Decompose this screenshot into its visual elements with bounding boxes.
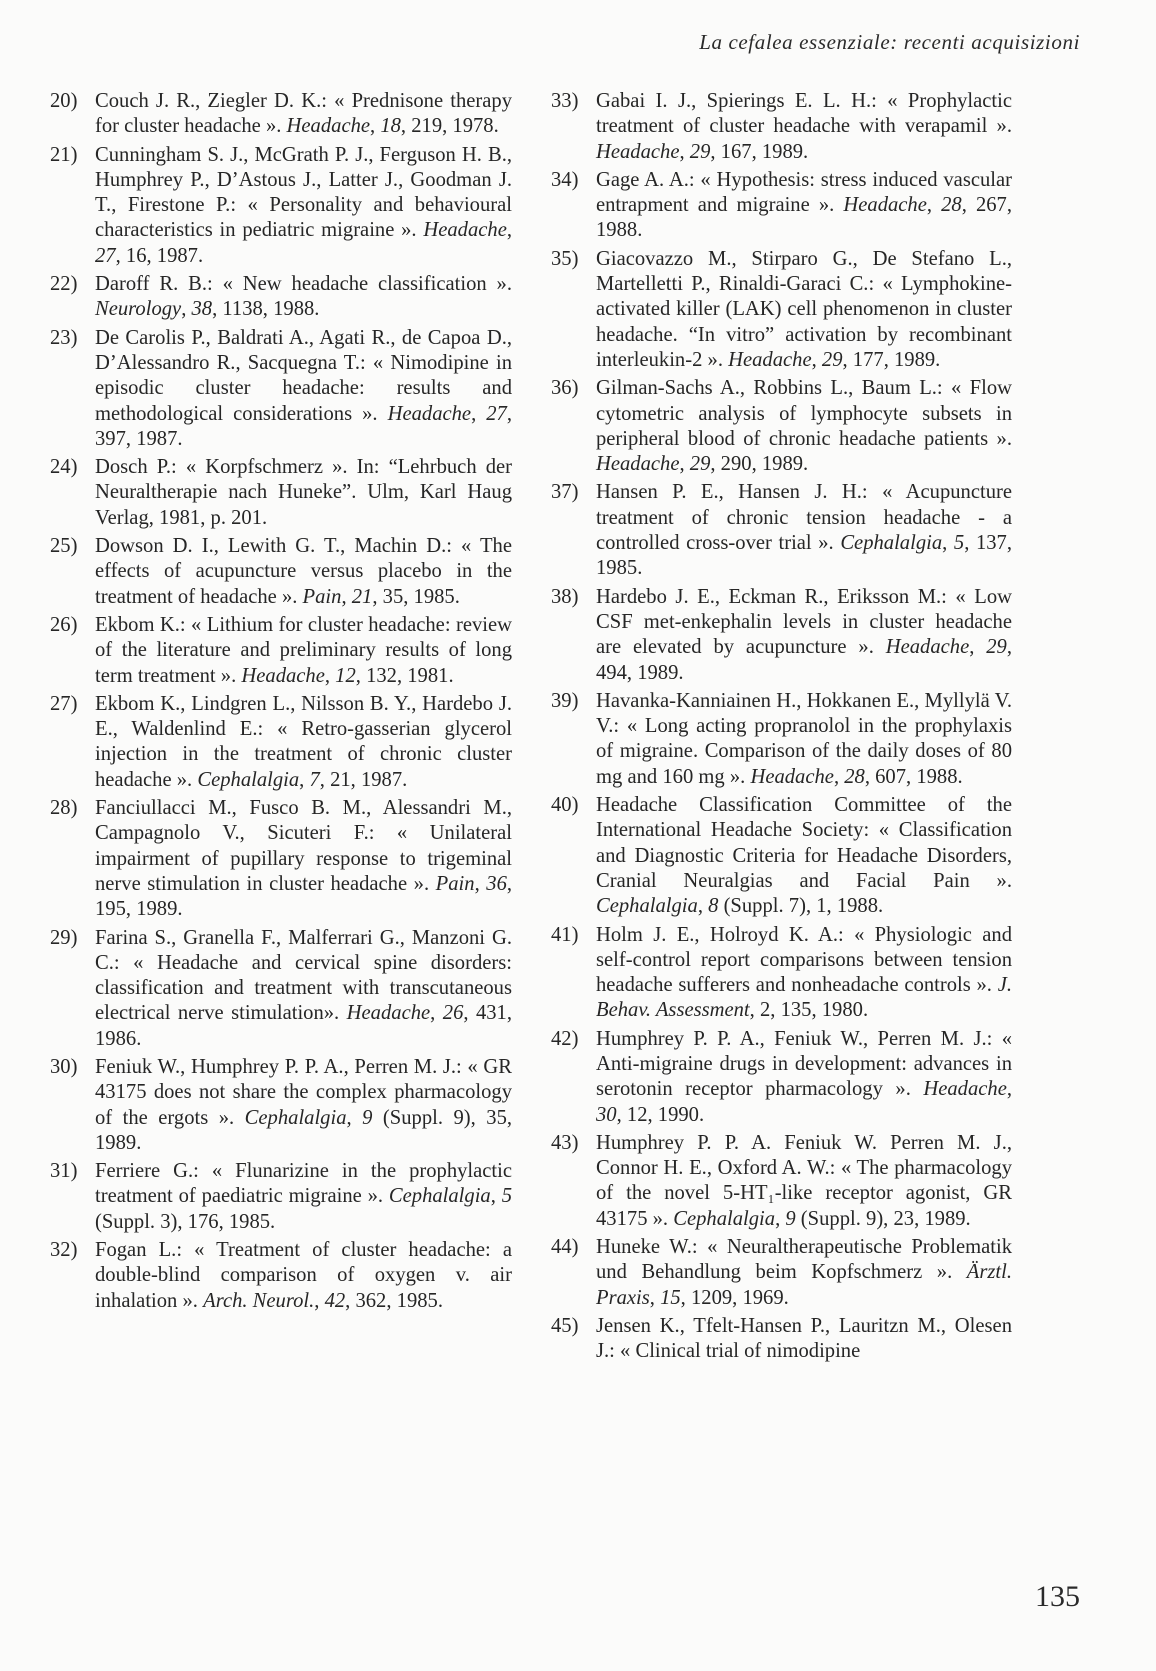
reference-number: 36) bbox=[551, 377, 579, 400]
reference-text: Fogan L.: « Treatment of cluster headache: a double-blind comparison of oxygen v. air inhalation ». Arch. Neurol., 42, 362, 1985. bbox=[95, 1239, 512, 1312]
reference-entry bbox=[50, 926, 512, 1052]
reference-pages-year: , 431, 1986. bbox=[95, 1002, 513, 1050]
reference-journal: Arch. Neurol. bbox=[203, 1289, 315, 1312]
reference-authors-title: Fogan L.: « Treatment of cluster headache: a double-blind comparison of oxygen v. air inhalation ». bbox=[95, 1239, 512, 1312]
reference-number: 30) bbox=[50, 1055, 78, 1078]
reference-number: 25) bbox=[50, 535, 78, 558]
reference-pages-year: , 16, 1987. bbox=[115, 244, 204, 267]
reference-pages-year: , 195, 1989. bbox=[95, 872, 513, 921]
reference-authors-title: Gage A. A.: « Hypothesis: stress induced vascular entrapment and migraine ». bbox=[596, 168, 1012, 217]
reference-volume: 29 bbox=[689, 453, 711, 476]
reference-authors-title: De Carolis P., Baldrati A., Agati R., de Capoa D., D’Alessandro R., Sacquegna T.: « Nimodipine in episodic cluster headache: results and methodological considerations ». bbox=[95, 326, 512, 425]
reference-pages-year: (Suppl. 7), 1, 1988. bbox=[718, 895, 884, 918]
reference-journal: Headache bbox=[423, 219, 507, 242]
reference-journal: Cephalalgia bbox=[596, 895, 698, 918]
reference-entry bbox=[551, 793, 1012, 919]
reference-number: 33) bbox=[551, 90, 579, 112]
reference-volume: 28 bbox=[844, 765, 865, 788]
reference-authors-title: Holm J. E., Holroyd K. A.: « Physiologic and self-control report comparisons between tension headache sufferers and nonheadache controls ». bbox=[596, 923, 1012, 997]
reference-journal: Pain bbox=[302, 585, 342, 608]
reference-volume: 21 bbox=[351, 585, 373, 608]
reference-volume: 15 bbox=[660, 1286, 681, 1309]
reference-journal: Cephalalgia bbox=[840, 532, 943, 555]
reference-authors-title: Gilman-Sachs A., Robbins L., Baum L.: « Flow cytometric analysis of lymphocyte subsets in peripheral blood of chronic headache patients ». bbox=[596, 377, 1012, 450]
reference-journal: Ärztl. Praxis bbox=[596, 1261, 1012, 1309]
reference-pages-year: , 1138, 1988. bbox=[212, 298, 320, 321]
reference-journal: Neurology bbox=[95, 298, 182, 321]
reference-entry bbox=[50, 534, 512, 610]
reference-pages-year: , 167, 1989. bbox=[710, 140, 809, 163]
reference-text: Hansen P. E., Hansen J. H.: « Acupuncture treatment of chronic tension headache - a controlled cross-over trial ». Cephalalgia, 5, 137, 1985. bbox=[596, 481, 1012, 580]
reference-text: Humphrey P. P. A., Feniuk W., Perren M. J.: « Anti-migraine drugs in development: advances in serotonin receptor pharmacology ». Headache, 30, 12, 1990. bbox=[596, 1027, 1012, 1126]
reference-journal: Cephalalgia bbox=[244, 1106, 347, 1129]
reference-entry bbox=[551, 168, 1012, 244]
reference-pages-year: , 12, 1990. bbox=[616, 1103, 705, 1126]
reference-text: Havanka-Kanniainen H., Hokkanen E., Myllylä V. V.: « Long acting propranolol in the prophylaxis of migraine. Comparison of the daily doses of 80 mg and 160 mg ». Headache, 28, 607, 1988. bbox=[596, 689, 1012, 788]
reference-authors-title: Couch J. R., Ziegler D. K.: « Prednisone therapy for cluster headache ». bbox=[95, 90, 512, 138]
reference-volume: 42 bbox=[324, 1289, 346, 1312]
reference-entry bbox=[50, 1159, 512, 1235]
reference-entry bbox=[50, 613, 512, 689]
reference-pages-year: , 132, 1981. bbox=[355, 664, 454, 687]
reference-authors-title: Cunningham S. J., McGrath P. J., Ferguson H. B., Humphrey P., D’Astous J., Latter J., Goodman J. T., Firestone P.: « Personality and behavioural characteristics in pediatric migraine ». bbox=[95, 143, 512, 242]
reference-journal: Headache bbox=[885, 636, 970, 659]
reference-entry bbox=[551, 1027, 1012, 1128]
reference-authors-title: Headache Classification Committee of the International Headache Society: « Classification and Diagnostic Criteria for Headache Disorders, Cranial Neuralgias and Facial Pain ». bbox=[596, 794, 1012, 892]
reference-number: 32) bbox=[50, 1239, 78, 1262]
reference-entry bbox=[551, 376, 1012, 477]
reference-entry bbox=[551, 585, 1012, 686]
reference-entry bbox=[551, 480, 1012, 581]
reference-number: 21) bbox=[50, 143, 78, 166]
references-column-left bbox=[50, 89, 512, 1317]
reference-pages-year: (Suppl. 9), 35, 1989. bbox=[95, 1106, 513, 1154]
reference-authors-title: Gabai I. J., Spierings E. L. H.: « Prophylactic treatment of cluster headache with verapamil ». bbox=[596, 90, 1012, 138]
reference-volume: 36 bbox=[486, 872, 507, 895]
reference-entry bbox=[50, 272, 512, 323]
reference-text bbox=[95, 455, 512, 531]
reference-text: Daroff R. B.: « New headache classification ». Neurology, 38, 1138, 1988. bbox=[95, 273, 512, 321]
reference-journal: Headache bbox=[750, 765, 834, 788]
reference-text bbox=[596, 923, 1012, 1024]
reference-text: Gabai I. J., Spierings E. L. H.: « Prophylactic treatment of cluster headache with verapamil ». Headache, 29, 167, 1989. bbox=[596, 90, 1012, 163]
reference-authors-title: Humphrey P. P. A., Feniuk W., Perren M. J.: « Anti-migraine drugs in development: advances in serotonin receptor pharmacology ». bbox=[596, 1027, 1012, 1101]
reference-pages-year: (Suppl. 3), 176, 1985. bbox=[95, 1210, 276, 1233]
reference-entry bbox=[50, 1238, 512, 1314]
reference-authors-title: Dosch P.: « Korpfschmerz ». In: “Lehrbuch der Neuraltherapie nach Huneke”. Ulm, Karl Haug Verlag, 1981, p. 201. bbox=[95, 456, 512, 529]
reference-pages-year: , 177, 1989. bbox=[842, 348, 941, 371]
reference-journal: Headache bbox=[241, 664, 325, 687]
reference-authors-title: Hansen P. E., Hansen J. H.: « Acupuncture treatment of chronic tension headache - a controlled cross-over trial ». bbox=[596, 481, 1012, 555]
reference-number: 27) bbox=[50, 692, 78, 715]
reference-entry bbox=[50, 143, 512, 269]
reference-entry bbox=[551, 247, 1012, 373]
reference-number: 41) bbox=[551, 923, 579, 946]
reference-number: 44) bbox=[551, 1236, 579, 1259]
reference-entry bbox=[50, 455, 512, 531]
reference-pages-year: , 21, 1987. bbox=[319, 768, 408, 791]
reference-number: 34) bbox=[551, 168, 579, 191]
reference-authors-title: Farina S., Granella F., Malferrari G., Manzoni G. C.: « Headache and cervical spine disorders: classification and treatment with transcutaneous electrical nerve stimulation». bbox=[95, 926, 512, 1025]
reference-pages-year: , 267, 1988. bbox=[596, 194, 1012, 242]
reference-journal: J. Behav. Assessment bbox=[596, 974, 1012, 1022]
reference-journal: Headache bbox=[346, 1002, 431, 1025]
reference-journal: Cephalalgia bbox=[673, 1207, 776, 1230]
reference-number: 45) bbox=[551, 1314, 579, 1337]
reference-journal: Headache bbox=[728, 348, 812, 371]
reference-volume: 29 bbox=[821, 348, 843, 371]
page-number: 135 bbox=[1035, 1580, 1080, 1613]
reference-volume: 30 bbox=[596, 1103, 617, 1126]
reference-journal: Headache bbox=[387, 402, 472, 425]
reference-text: Dowson D. I., Lewith G. T., Machin D.: « The effects of acupuncture versus placebo in the treatment of headache ». Pain, 21, 35, 1985. bbox=[95, 535, 512, 608]
reference-volume: 26 bbox=[442, 1002, 464, 1025]
reference-authors-title: Ekbom K.: « Lithium for cluster headache: review of the literature and preliminary results of long term treatment ». bbox=[95, 613, 512, 687]
reference-pages-year: , 35, 1985. bbox=[372, 585, 460, 608]
reference-volume: 7 bbox=[309, 768, 320, 791]
reference-authors-title: Dowson D. I., Lewith G. T., Machin D.: « The effects of acupuncture versus placebo in the treatment of headache ». bbox=[95, 535, 512, 608]
running-title: La cefalea essenziale: recenti acquisizioni bbox=[699, 30, 1080, 54]
reference-number: 38) bbox=[551, 585, 579, 608]
reference-number: 28) bbox=[50, 797, 78, 820]
reference-text: Cunningham S. J., McGrath P. J., Ferguson H. B., Humphrey P., D’Astous J., Latter J., Goodman J. T., Firestone P.: « Personality and behavioural characteristics in pediatric migraine ». Headache, 27, 16, 1987. bbox=[95, 143, 512, 267]
reference-text: De Carolis P., Baldrati A., Agati R., de Capoa D., D’Alessandro R., Sacquegna T.: « Nimodipine in episodic cluster headache: results and methodological considerations ». Headache, 27, 397, 1987. bbox=[95, 326, 512, 450]
reference-authors-title: Humphrey P. P. A. Feniuk W. Perren M. J., Connor H. E., Oxford A. W.: « The pharmacology of the novel 5-HT₁-like receptor agonist, GR 43175 ». bbox=[596, 1131, 1012, 1230]
reference-authors-title: Huneke W.: « Neuraltherapeutische Problematik und Behandlung beim Kopfschmerz ». bbox=[596, 1236, 1012, 1284]
reference-text: Fanciullacci M., Fusco B. M., Alessandri M., Campagnolo V., Sicuteri F.: « Unilateral impairment of pupillary response to trigeminal nerve stimulation in cluster headache ». Pain, 36, 195, 1989. bbox=[95, 797, 513, 921]
reference-number: 23) bbox=[50, 326, 78, 349]
reference-number: 42) bbox=[551, 1027, 579, 1050]
reference-authors-title: Havanka-Kanniainen H., Hokkanen E., Myllylä V. V.: « Long acting propranolol in the prophylaxis of migraine. Comparison of the daily doses of 80 mg and 160 mg ». bbox=[596, 689, 1012, 788]
reference-authors-title: Ekbom K., Lindgren L., Nilsson B. Y., Hardebo J. E., Waldenlind E.: « Retro-gasserian glycerol injection in the treatment of chronic cluster headache ». bbox=[95, 692, 512, 791]
reference-pages-year: , 137, 1985. bbox=[596, 532, 1012, 580]
reference-text: Hardebo J. E., Eckman R., Eriksson M.: « Low CSF met-enkephalin levels in cluster headache are elevated by acupuncture ». Headache, 29, 494, 1989. bbox=[596, 585, 1012, 684]
reference-authors-title: Jensen K., Tfelt-Hansen P., Lauritzn M., Olesen J.: « Clinical trial of nimodipine bbox=[596, 1314, 1012, 1363]
reference-journal: Headache bbox=[596, 453, 680, 476]
reference-text: Farina S., Granella F., Malferrari G., Manzoni G. C.: « Headache and cervical spine disorders: classification and treatment with transcutaneous electrical nerve stimulation». Headache, 26, 431, 1986. bbox=[95, 926, 513, 1050]
reference-pages-year: , 219, 1978. bbox=[400, 115, 499, 138]
reference-number: 29) bbox=[50, 926, 78, 949]
reference-volume: 5 bbox=[501, 1185, 512, 1208]
reference-authors-title: Hardebo J. E., Eckman R., Eriksson M.: « Low CSF met-enkephalin levels in cluster headache are elevated by acupuncture ». bbox=[596, 585, 1012, 659]
reference-journal: Pain bbox=[435, 872, 475, 895]
reference-pages-year: , 362, 1985. bbox=[345, 1289, 443, 1312]
reference-entry bbox=[551, 689, 1012, 790]
reference-volume: 28 bbox=[941, 194, 962, 217]
reference-volume: 38 bbox=[191, 298, 213, 321]
reference-pages-year: , 607, 1988. bbox=[864, 765, 963, 788]
reference-volume: 9 bbox=[785, 1207, 796, 1230]
reference-text bbox=[596, 1314, 1012, 1365]
reference-volume: 12 bbox=[335, 664, 356, 687]
reference-authors-title: Ferriere G.: « Flunarizine in the prophylactic treatment of paediatric migraine ». bbox=[95, 1160, 512, 1208]
reference-pages-year: , 2, 135, 1980. bbox=[749, 999, 869, 1022]
reference-volume: 27 bbox=[486, 402, 507, 425]
reference-pages-year: , 494, 1989. bbox=[596, 636, 1012, 684]
reference-volume: 29 bbox=[689, 140, 711, 163]
reference-journal: Cephalalgia bbox=[388, 1185, 491, 1208]
reference-text: Ekbom K.: « Lithium for cluster headache: review of the literature and preliminary results of long term treatment ». Headache, 12, 132, 1981. bbox=[95, 613, 512, 687]
reference-authors-title: Giacovazzo M., Stirparo G., De Stefano L., Martelletti P., Rinaldi-Garaci C.: « Lymphokine-activated killer (LAK) cell phenomenon in cluster headache. “In vitro” activation by recombinant interleukin-2 ». bbox=[596, 247, 1012, 371]
reference-entry bbox=[551, 89, 1012, 165]
reference-authors-title: Daroff R. B.: « New headache classification ». bbox=[95, 273, 512, 296]
reference-entry bbox=[50, 326, 512, 452]
reference-number: 35) bbox=[551, 247, 579, 270]
reference-journal: Cephalalgia bbox=[197, 768, 300, 791]
reference-number: 37) bbox=[551, 481, 579, 504]
reference-volume: 9 bbox=[362, 1106, 373, 1129]
reference-number: 24) bbox=[50, 456, 78, 479]
references-column-right bbox=[551, 89, 1012, 1368]
reference-entry bbox=[50, 796, 512, 922]
reference-volume: 18 bbox=[380, 115, 401, 138]
reference-number: 31) bbox=[50, 1160, 78, 1183]
reference-text: Gage A. A.: « Hypothesis: stress induced vascular entrapment and migraine ». Headache, 28, 267, 1988. bbox=[596, 168, 1012, 242]
reference-text: Ferriere G.: « Flunarizine in the prophylactic treatment of paediatric migraine ». Cephalalgia, 5 (Suppl. 3), 176, 1985. bbox=[95, 1160, 512, 1233]
reference-journal: Headache bbox=[286, 115, 371, 138]
reference-text: Huneke W.: « Neuraltherapeutische Problematik und Behandlung beim Kopfschmerz ». Ärztl. Praxis, 15, 1209, 1969. bbox=[596, 1236, 1012, 1309]
reference-number: 40) bbox=[551, 794, 579, 817]
reference-number: 26) bbox=[50, 613, 78, 636]
reference-entry bbox=[50, 692, 512, 793]
reference-text: Humphrey P. P. A. Feniuk W. Perren M. J., Connor H. E., Oxford A. W.: « The pharmacology of the novel 5-HT₁-like receptor agonist, GR 43175 ». Cephalalgia, 9 (Suppl. 9), 23, 1989. bbox=[596, 1131, 1012, 1230]
reference-number: 22) bbox=[50, 273, 78, 296]
reference-text: Headache Classification Committee of the International Headache Society: « Classification and Diagnostic Criteria for Headache Disorders, Cranial Neuralgias and Facial Pain ». Cephalalgia, 8 (Suppl. 7), 1, 1988. bbox=[596, 794, 1012, 918]
reference-number: 20) bbox=[50, 90, 78, 112]
reference-volume: 29 bbox=[986, 636, 1007, 659]
reference-pages-year: , 290, 1989. bbox=[710, 453, 809, 476]
reference-authors-title: Fanciullacci M., Fusco B. M., Alessandri M., Campagnolo V., Sicuteri F.: « Unilateral impairment of pupillary response to trigeminal nerve stimulation in cluster headache ». bbox=[95, 797, 512, 895]
reference-volume: 27 bbox=[95, 244, 116, 267]
reference-number: 43) bbox=[551, 1131, 579, 1154]
reference-text: Giacovazzo M., Stirparo G., De Stefano L., Martelletti P., Rinaldi-Garaci C.: « Lymphokine-activated killer (LAK) cell phenomenon in cluster headache. “In vitro” activation by recombinant interleukin-2 ». Headache, 29, 177, 1989. bbox=[596, 247, 1012, 371]
reference-entry bbox=[50, 1055, 512, 1156]
reference-text: Ekbom K., Lindgren L., Nilsson B. Y., Hardebo J. E., Waldenlind E.: « Retro-gasserian glycerol injection in the treatment of chronic cluster headache ». Cephalalgia, 7, 21, 1987. bbox=[95, 692, 512, 791]
reference-journal: Headache bbox=[596, 140, 680, 163]
reference-text: Feniuk W., Humphrey P. P. A., Perren M. J.: « GR 43175 does not share the complex pharmacology of the ergots ». Cephalalgia, 9 (Suppl. 9), 35, 1989. bbox=[95, 1055, 513, 1154]
reference-pages-year: (Suppl. 9), 23, 1989. bbox=[795, 1207, 971, 1230]
reference-journal: Headache bbox=[923, 1078, 1007, 1101]
reference-volume: 5 bbox=[953, 532, 965, 555]
reference-authors-title: Feniuk W., Humphrey P. P. A., Perren M. J.: « GR 43175 does not share the complex pharmacology of the ergots ». bbox=[95, 1055, 512, 1129]
reference-volume: 8 bbox=[708, 895, 719, 918]
reference-entry bbox=[551, 1235, 1012, 1311]
reference-number: 39) bbox=[551, 689, 579, 712]
reference-entry bbox=[50, 89, 512, 140]
reference-text: Couch J. R., Ziegler D. K.: « Prednisone therapy for cluster headache ». Headache, 18, 219, 1978. bbox=[95, 90, 512, 138]
reference-pages-year: , 397, 1987. bbox=[95, 402, 512, 450]
reference-entry bbox=[551, 1314, 1012, 1365]
reference-entry bbox=[551, 1131, 1012, 1232]
reference-entry bbox=[551, 923, 1012, 1024]
reference-pages-year: , 1209, 1969. bbox=[680, 1286, 789, 1309]
reference-journal: Headache bbox=[843, 194, 927, 217]
reference-text: Gilman-Sachs A., Robbins L., Baum L.: « Flow cytometric analysis of lymphocyte subsets in peripheral blood of chronic headache patients ». Headache, 29, 290, 1989. bbox=[596, 377, 1012, 476]
